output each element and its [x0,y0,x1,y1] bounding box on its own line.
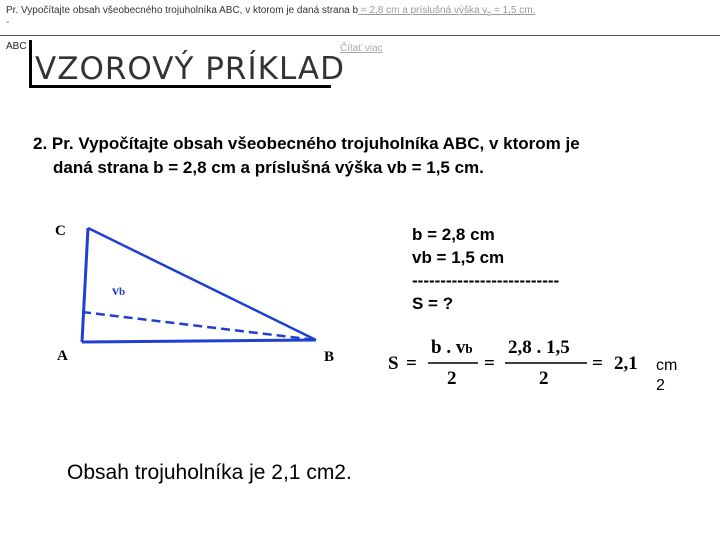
formula-den-1: 2 [447,368,457,389]
side-cb [88,228,316,340]
formula-den-2: 2 [539,368,549,389]
formula-unit-exp: 2 [656,377,665,394]
givens-list [412,223,559,315]
side-ab [82,340,316,342]
formula-eq-3: = [592,353,603,374]
vertex-a-label: A [57,348,68,364]
vertex-c-label: C [55,223,66,239]
problem-line-2: daná strana b = 2,8 cm a príslušná výška vb = 1,5 cm. [53,158,484,177]
given-separator: -------------------------- [412,271,560,290]
page-title: VZOROVÝ PRÍKLAD [35,51,345,87]
abc-label: ABC [6,41,27,52]
side-ca [82,228,88,342]
formula-num-2: 2,8 . 1,5 [508,337,570,358]
header-link-tail: = 1,5 cm. [491,5,536,16]
formula-unit-cm: cm [656,357,678,374]
header-plain: Pr. Vypočítajte obsah všeobecného trojuholníka ABC, v ktorom je daná strana b [6,5,359,16]
formula-eq-1: = [406,353,417,374]
vertex-b-label: B [324,349,335,365]
height-label: vb [112,284,126,299]
header-link-text: = 2,8 cm a príslušná výška v [358,5,488,16]
answer-text: Obsah trojuholníka je 2,1 cm2. [67,461,352,484]
given-b: b = 2,8 cm [412,225,495,244]
height-line [82,312,316,340]
formula [388,337,638,389]
formula-s: S [388,353,399,374]
formula-num-1: b . vb [431,337,473,358]
formula-result: 2,1 [614,353,638,374]
problem-line-1: 2. Pr. Vypočítajte obsah všeobecného trojuholníka ABC, v ktorom je [33,134,580,153]
given-vb: vb = 1,5 cm [412,248,505,267]
given-unknown: S = ? [412,294,454,313]
formula-eq-2: = [484,353,495,374]
header-link-sub: b [487,11,492,18]
read-more-link[interactable]: Čítať viac [340,43,383,54]
header-dash: - [6,17,10,28]
